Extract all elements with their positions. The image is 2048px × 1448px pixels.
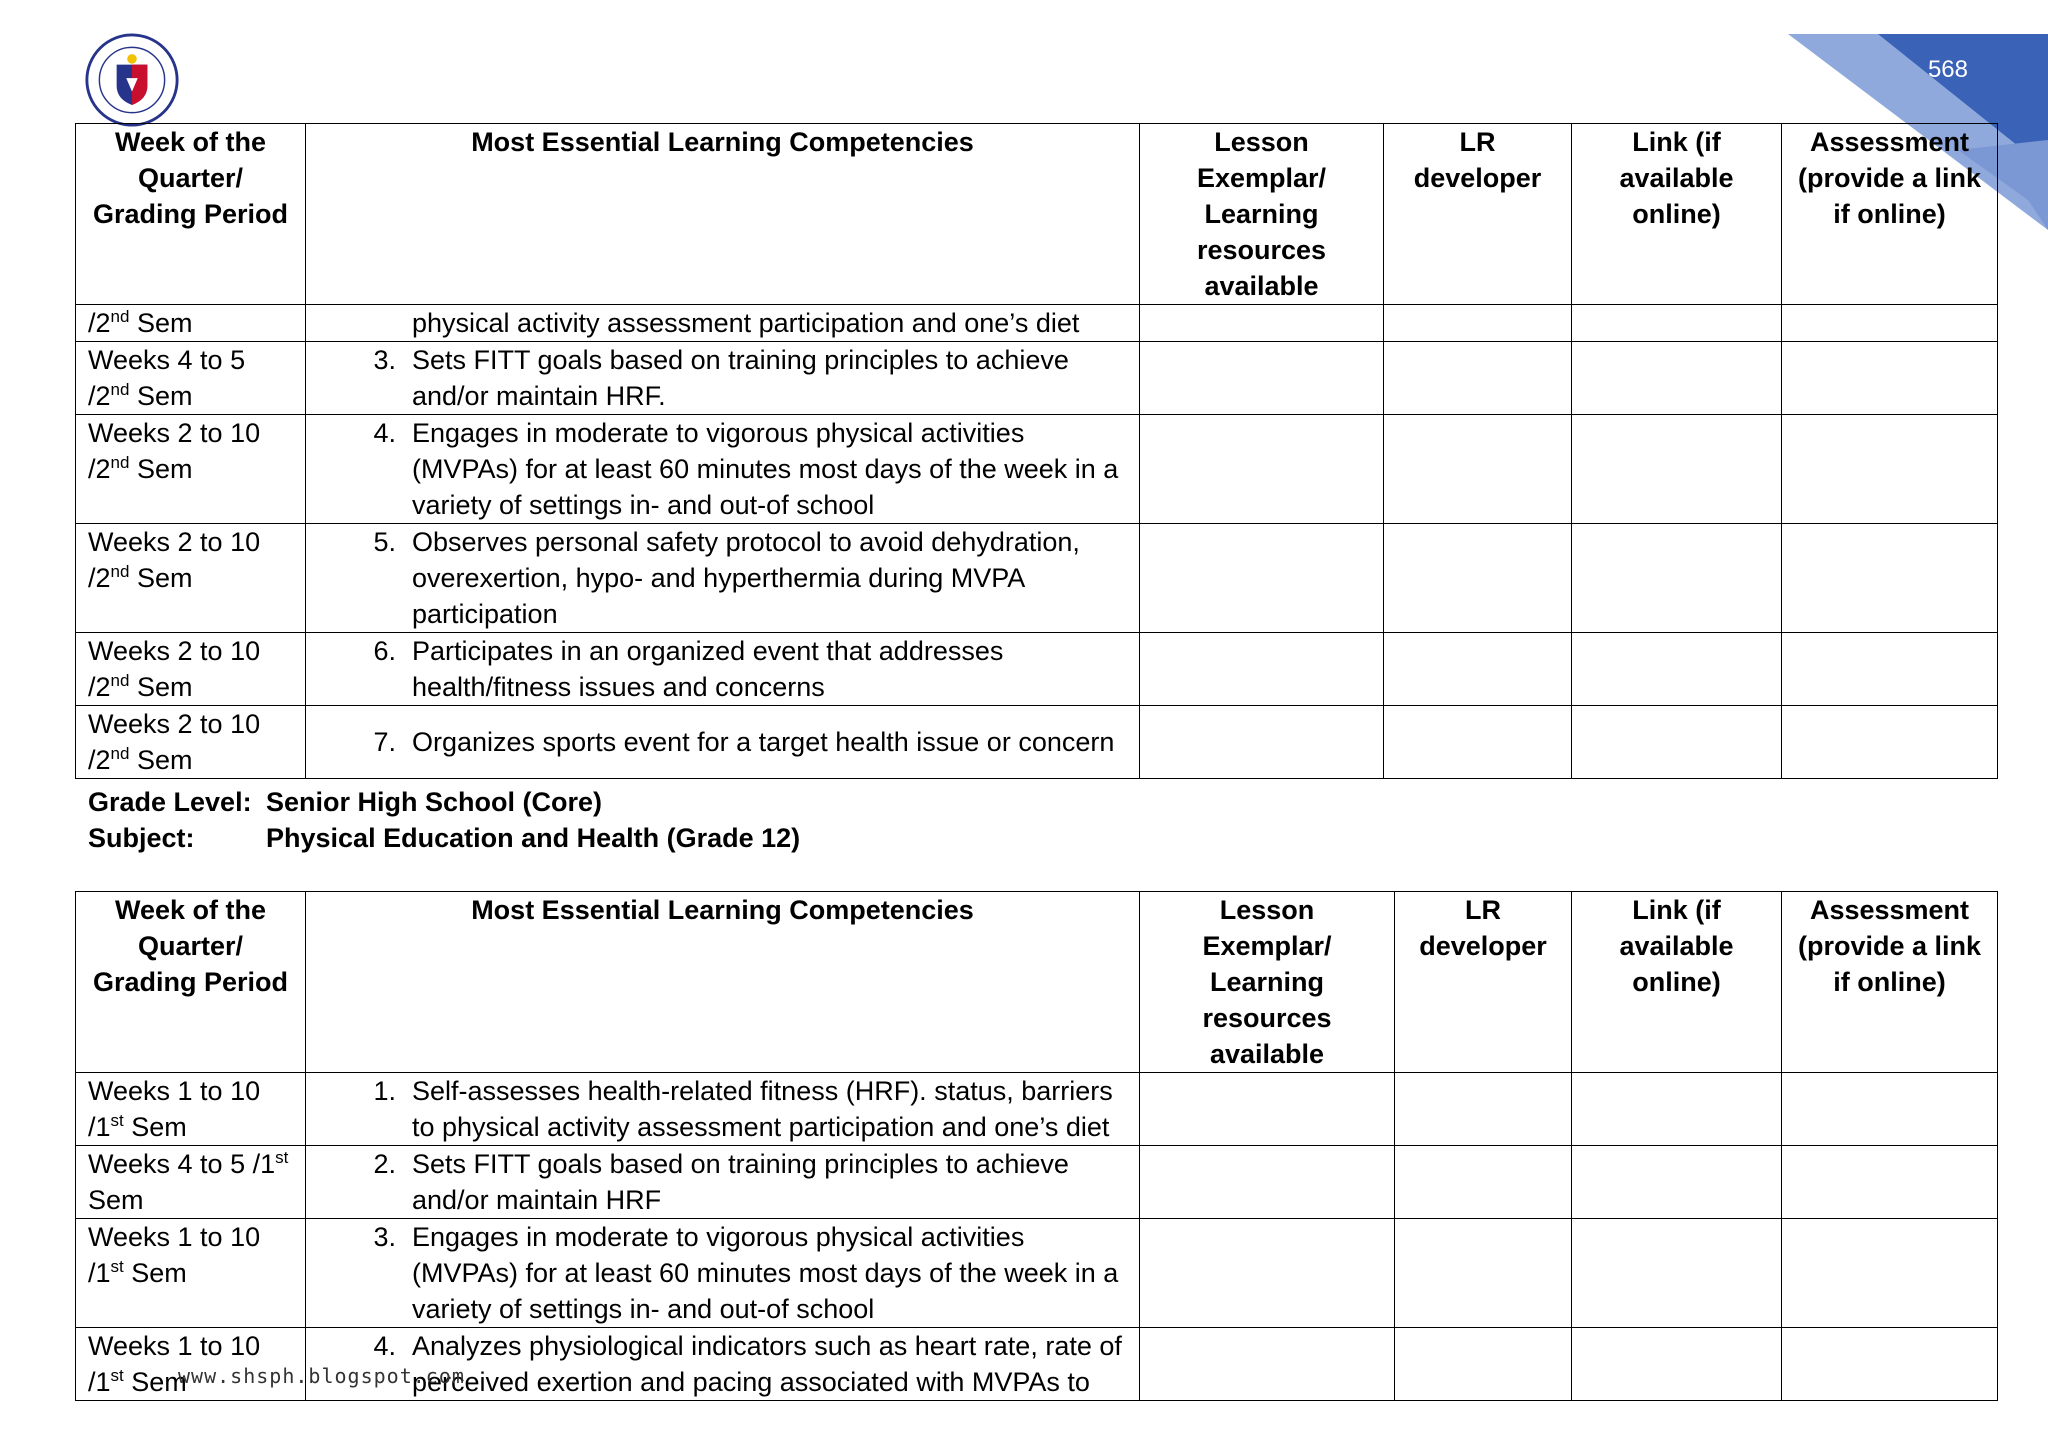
grade-level-row	[88, 784, 800, 820]
header-assessment: Assessment (provide a link if online)	[1782, 124, 1998, 305]
table-row	[76, 633, 1998, 706]
competency-cell: physical activity assessment participation and one’s diet	[306, 305, 1140, 342]
subject-value: Physical Education and Health (Grade 12)	[266, 823, 801, 853]
table-row	[76, 706, 1998, 779]
course-meta	[88, 784, 800, 856]
week-cell: Weeks 2 to 10 /2nd Sem	[76, 706, 306, 779]
table-row	[76, 1073, 1998, 1146]
header-developer: LR developer	[1395, 892, 1572, 1073]
table-row	[76, 1219, 1998, 1328]
competency-cell: 6. Participates in an organized event that addresses health/fitness issues and concerns	[306, 633, 1140, 706]
table-row	[76, 524, 1998, 633]
header-competencies: Most Essential Learning Competencies	[306, 124, 1140, 305]
header-exemplar: Lesson Exemplar/ Learning resources available	[1140, 124, 1384, 305]
header-week: Week of the Quarter/ Grading Period	[76, 892, 306, 1073]
competency-table-continued	[75, 123, 1998, 779]
footer-url: www.shsph.blogspot.com	[178, 1364, 465, 1388]
subject-label: Subject:	[88, 823, 195, 853]
header-developer: LR developer	[1384, 124, 1572, 305]
competency-cell: 7. Organizes sports event for a target health issue or concern	[306, 706, 1140, 779]
subject-row	[88, 820, 800, 856]
week-cell: Weeks 2 to 10 /2nd Sem	[76, 415, 306, 524]
table-row	[76, 1146, 1998, 1219]
grade-level-label: Grade Level:	[88, 787, 252, 817]
week-cell: Weeks 2 to 10 /2nd Sem	[76, 524, 306, 633]
week-cell: Weeks 1 to 10 /1st Sem	[76, 1328, 306, 1401]
week-cell: Weeks 4 to 5 /2nd Sem	[76, 342, 306, 415]
competency-cell: 3. Engages in moderate to vigorous physical activities (MVPAs) for at least 60 minutes most days of the week in a variety of settings in- and out-of school	[306, 1219, 1140, 1328]
header-exemplar: Lesson Exemplar/ Learning resources available	[1140, 892, 1395, 1073]
competency-cell: 5. Observes personal safety protocol to avoid dehydration, overexertion, hypo- and hyperthermia during MVPA participation	[306, 524, 1140, 633]
competency-cell: 2. Sets FITT goals based on training principles to achieve and/or maintain HRF	[306, 1146, 1140, 1219]
competency-cell: 3. Sets FITT goals based on training principles to achieve and/or maintain HRF.	[306, 342, 1140, 415]
competency-table-grade12	[75, 891, 1998, 1401]
week-cell: Weeks 1 to 10 /1st Sem	[76, 1219, 306, 1328]
competency-cell: 1. Self-assesses health-related fitness (HRF). status, barriers to physical activity assessment participation and one’s diet	[306, 1073, 1140, 1146]
competency-cell: 4. Analyzes physiological indicators such as heart rate, rate of perceived exertion and pacing associated with MVPAs to	[306, 1328, 1140, 1401]
grade-level-value: Senior High School (Core)	[266, 787, 603, 817]
header-week: Week of the Quarter/ Grading Period	[76, 124, 306, 305]
deped-seal-icon	[84, 32, 180, 128]
week-cell: Weeks 1 to 10 /1st Sem	[76, 1073, 306, 1146]
competency-cell: 4. Engages in moderate to vigorous physical activities (MVPAs) for at least 60 minutes most days of the week in a variety of settings in- and out-of school	[306, 415, 1140, 524]
page-number: 568	[1927, 56, 1968, 83]
table-row	[76, 342, 1998, 415]
week-cell: Weeks 2 to 10 /2nd Sem	[76, 633, 306, 706]
header-assessment: Assessment (provide a link if online)	[1782, 892, 1998, 1073]
table-row	[76, 305, 1998, 342]
week-cell: Weeks 4 to 5 /1st Sem	[76, 1146, 306, 1219]
week-cell: /2nd Sem	[76, 305, 306, 342]
header-link: Link (if available online)	[1572, 892, 1782, 1073]
table-row	[76, 415, 1998, 524]
header-competencies: Most Essential Learning Competencies	[306, 892, 1140, 1073]
header-link: Link (if available online)	[1572, 124, 1782, 305]
